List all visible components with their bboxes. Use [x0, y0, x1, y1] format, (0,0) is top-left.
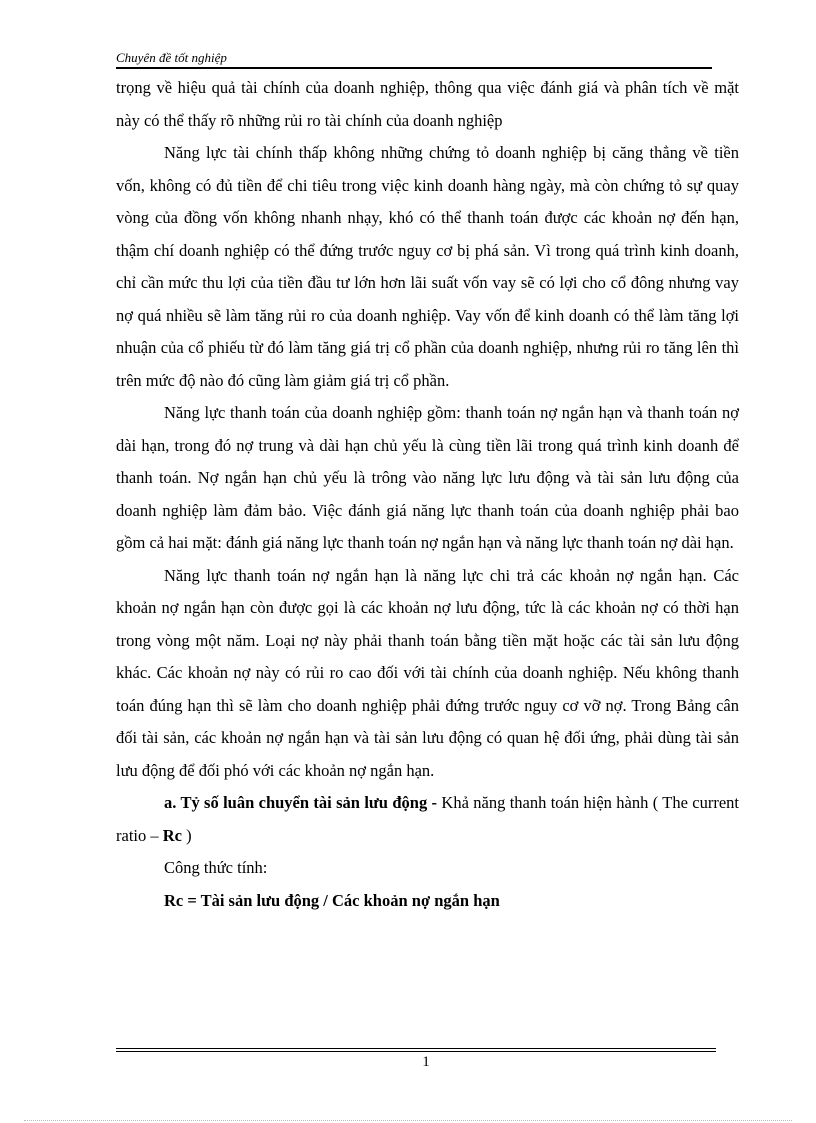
paragraph-4: Năng lực thanh toán nợ ngắn hạn là năng lực chi trả các khoản nợ ngắn hạn. Các khoản nợ ngắn hạn còn được gọi là các khoản nợ lưu động, tức là các khoản nợ có thời hạn trong vòng một năm. Loại nợ này phải thanh toán bằng tiền mặt hoặc các tài sản lưu động khác. Các khoản nợ này có rủi ro cao đối với tài chính của doanh nghiệp. Nếu không thanh toán đúng hạn thì sẽ làm cho doanh nghiệp phải đứng trước nguy cơ vỡ nợ. Trong Bảng cân đối tài sản, các khoản nợ ngắn hạn và tài sản lưu động có quan hệ đối ứng, phải dùng tài sản lưu động để đối phó với các khoản nợ ngắn hạn.: [116, 565, 739, 780]
section-a-heading: [116, 787, 739, 852]
page-header: Chuyên đề tốt nghiệp: [116, 50, 227, 65]
section-a-subtitle: Khả năng thanh toán hiện hành ( The current ratio –: [116, 793, 739, 845]
section-a-symbol: Rc: [162, 825, 182, 845]
formula-label: Công thức tính:: [164, 858, 268, 877]
footer-divider-bottom: [116, 1051, 716, 1052]
header-divider: [116, 67, 712, 69]
paragraph-2: Năng lực tài chính thấp không những chứng tỏ doanh nghiệp bị căng thẳng về tiền vốn, không có đủ tiền để chi tiêu trong việc kinh doanh hàng ngày, mà còn chứng tỏ sự quay vòng của đồng vốn không nhanh nhạy, khó có thể thanh toán được các khoản nợ đến hạn, thậm chí doanh nghiệp có thể đứng trước nguy cơ bị phá sản. Vì trong quá trình kinh doanh, chỉ cần mức thu lợi của tiền đầu tư lớn hơn lãi suất vốn vay sẽ có lợi cho cổ đông nhưng vay nợ quá nhiều sẽ làm tăng rủi ro của doanh nghiệp. Vay vốn để kinh doanh có thể làm tăng lợi nhuận của cổ phiếu từ đó làm tăng giá trị cổ phần của doanh nghiệp, nhưng rủi ro tăng lên thì trên mức độ nào đó cũng làm giảm giá trị cổ phần.: [116, 143, 739, 390]
paragraph-3: Năng lực thanh toán của doanh nghiệp gồm: thanh toán nợ ngắn hạn và thanh toán nợ dài hạn, trong đó nợ trung và dài hạn chủ yếu là cùng tiền lãi trong quá trình kinh doanh để thanh toán. Nợ ngắn hạn chủ yếu là trông vào năng lực lưu động và tài sản lưu động của doanh nghiệp làm đảm bảo. Việc đánh giá năng lực thanh toán của doanh nghiệp phải bao gồm cả hai mặt: đánh giá năng lực thanh toán nợ ngắn hạn và năng lực thanh toán nợ dài hạn.: [116, 403, 739, 552]
page-number: 1: [422, 1054, 430, 1070]
document-body: [116, 72, 739, 917]
formula: Rc = Tài sản lưu động / Các khoản nợ ngắn hạn: [164, 890, 500, 910]
page-edge: [24, 1120, 792, 1121]
paragraph-1: trọng về hiệu quả tài chính của doanh nghiệp, thông qua việc đánh giá và phân tích về mặt này có thể thấy rõ những rủi ro tài chính của doanh nghiệp: [116, 78, 739, 130]
section-a-title: a. Tỷ số luân chuyển tài sản lưu động -: [164, 793, 438, 812]
footer-divider-top: [116, 1048, 716, 1049]
section-a-close: ): [182, 825, 192, 845]
